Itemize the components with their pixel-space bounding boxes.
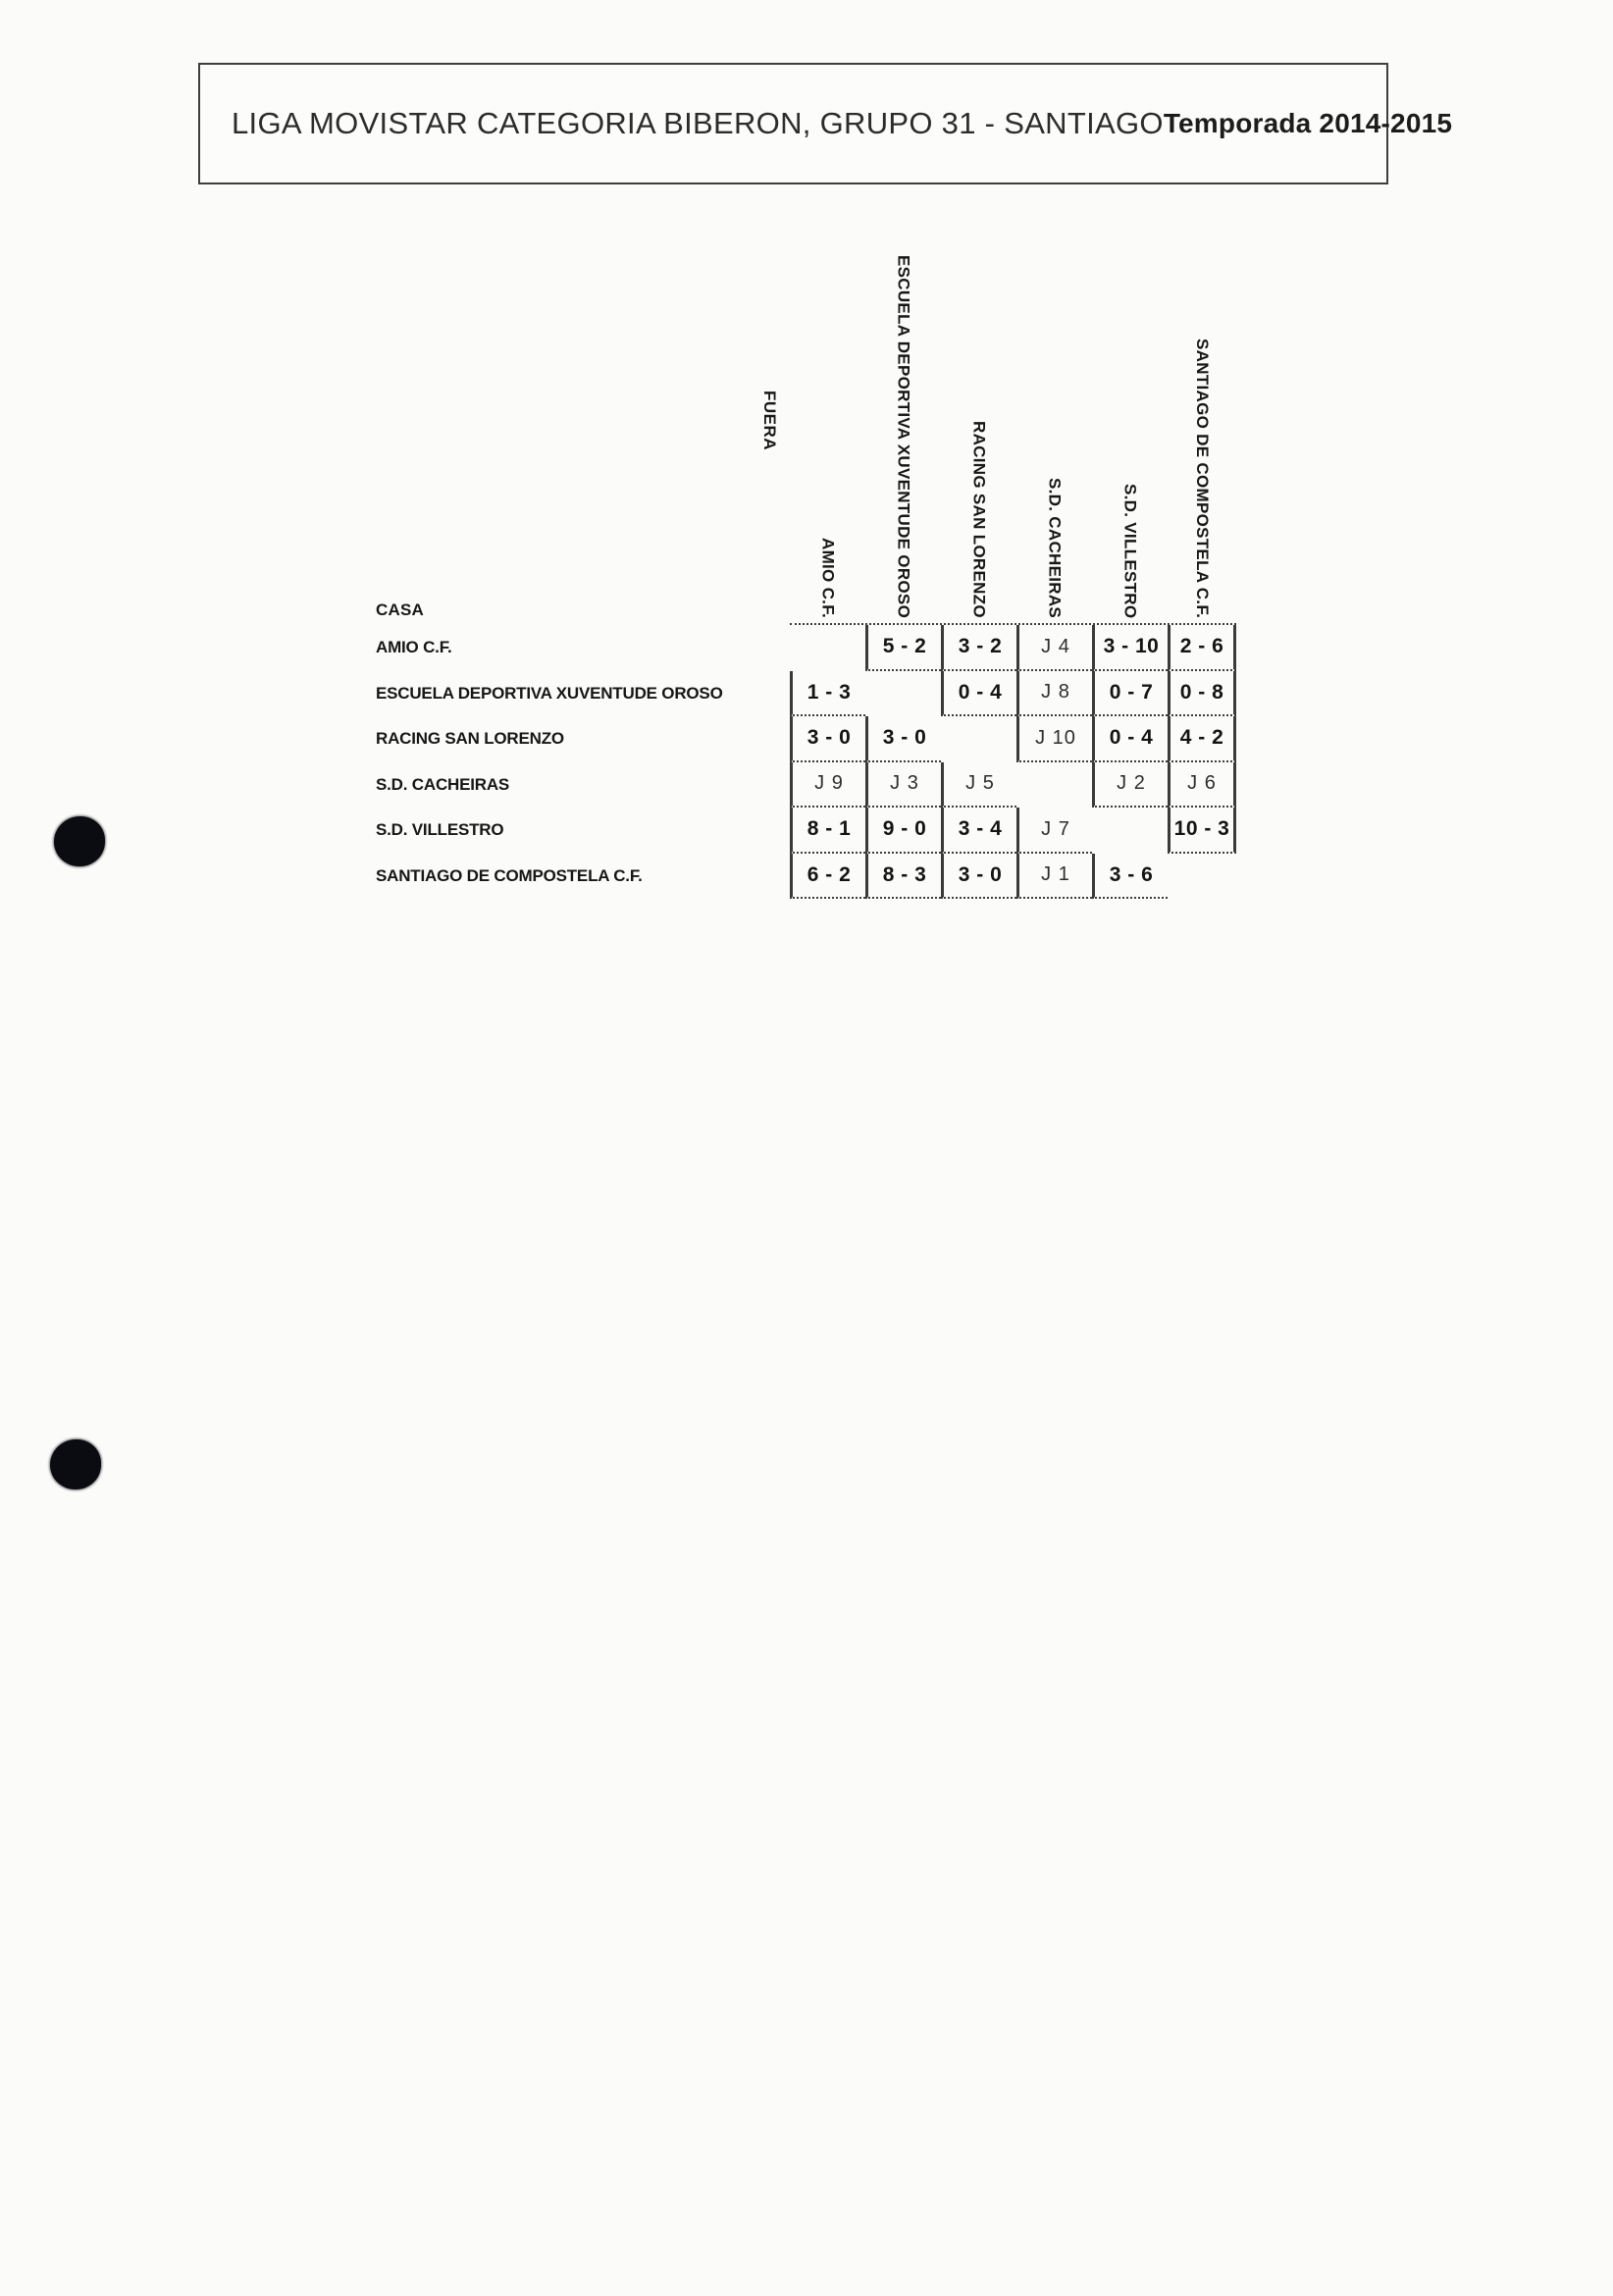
away-team-header: S.D. CACHEIRAS: [1045, 477, 1065, 618]
table-top-rule: [790, 623, 1236, 625]
matchday-cell: J 8: [1016, 671, 1092, 717]
diagonal-empty-cell: [1092, 808, 1168, 854]
score-cell: 0 - 8: [1168, 671, 1236, 717]
score-cell: 8 - 3: [865, 854, 941, 900]
away-team-header: S.D. VILLESTRO: [1120, 483, 1140, 618]
score-cell: 3 - 2: [941, 625, 1016, 671]
home-team-label: RACING SAN LORENZO: [376, 729, 564, 749]
matchday-cell: J 5: [941, 762, 1016, 809]
column-header-slot: [1168, 339, 1236, 618]
page-title: LIGA MOVISTAR CATEGORIA BIBERON, GRUPO 31 - SANTIAGO: [232, 106, 1164, 140]
column-header-slot: [1092, 484, 1168, 618]
away-team-header: AMIO C.F.: [818, 537, 838, 618]
hole-punch-dot: [50, 1439, 101, 1489]
score-cell: 1 - 3: [790, 671, 865, 717]
score-cell: 0 - 4: [941, 671, 1016, 717]
column-header-slot: [865, 255, 941, 618]
score-cell: 5 - 2: [865, 625, 941, 671]
diagonal-empty-cell: [941, 716, 1016, 762]
score-cell: 0 - 4: [1092, 716, 1168, 762]
score-cell: 10 - 3: [1168, 808, 1236, 854]
hole-punch-dot: [54, 816, 105, 866]
diagonal-empty-cell: [1168, 854, 1236, 900]
away-team-header: ESCUELA DEPORTIVA XUVENTUDE OROSO: [894, 254, 913, 618]
score-cell: 3 - 0: [790, 716, 865, 762]
score-cell: 6 - 2: [790, 854, 865, 900]
score-cell: 3 - 10: [1092, 625, 1168, 671]
home-team-label: S.D. VILLESTRO: [376, 820, 504, 840]
diagonal-empty-cell: [865, 671, 941, 717]
score-cell: 3 - 4: [941, 808, 1016, 854]
score-cell: 2 - 6: [1168, 625, 1236, 671]
score-cell: 8 - 1: [790, 808, 865, 854]
matchday-cell: J 3: [865, 762, 941, 809]
home-team-label: S.D. CACHEIRAS: [376, 774, 510, 794]
score-cell: 0 - 7: [1092, 671, 1168, 717]
away-team-header: SANTIAGO DE COMPOSTELA C.F.: [1193, 338, 1212, 618]
away-team-header: RACING SAN LORENZO: [969, 421, 989, 618]
away-axis-label: FUERA: [760, 391, 779, 451]
column-header-slot: [790, 538, 865, 618]
matchday-cell: J 1: [1016, 854, 1092, 900]
home-team-label: SANTIAGO DE COMPOSTELA C.F.: [376, 865, 643, 885]
matchday-cell: J 2: [1092, 762, 1168, 809]
results-table: [373, 625, 1236, 899]
matchday-cell: J 4: [1016, 625, 1092, 671]
column-headers: [373, 201, 1236, 625]
matchday-cell: J 6: [1168, 762, 1236, 809]
matchday-cell: J 9: [790, 762, 865, 809]
score-cell: 3 - 6: [1092, 854, 1168, 900]
home-team-label: ESCUELA DEPORTIVA XUVENTUDE OROSO: [376, 683, 723, 703]
header-box: [198, 63, 1453, 184]
home-team-label: AMIO C.F.: [376, 638, 452, 657]
diagonal-empty-cell: [790, 625, 865, 671]
score-cell: 3 - 0: [941, 854, 1016, 900]
matchday-cell: J 7: [1016, 808, 1092, 854]
home-axis-label: CASA: [376, 600, 424, 619]
score-cell: 3 - 0: [865, 716, 941, 762]
score-cell: 9 - 0: [865, 808, 941, 854]
score-cell: 4 - 2: [1168, 716, 1236, 762]
season-label: Temporada 2014-2015: [1163, 108, 1453, 138]
diagonal-empty-cell: [1016, 762, 1092, 809]
column-header-slot: [941, 421, 1016, 618]
column-header-slot: [1016, 478, 1092, 618]
matchday-cell: J 10: [1016, 716, 1092, 762]
